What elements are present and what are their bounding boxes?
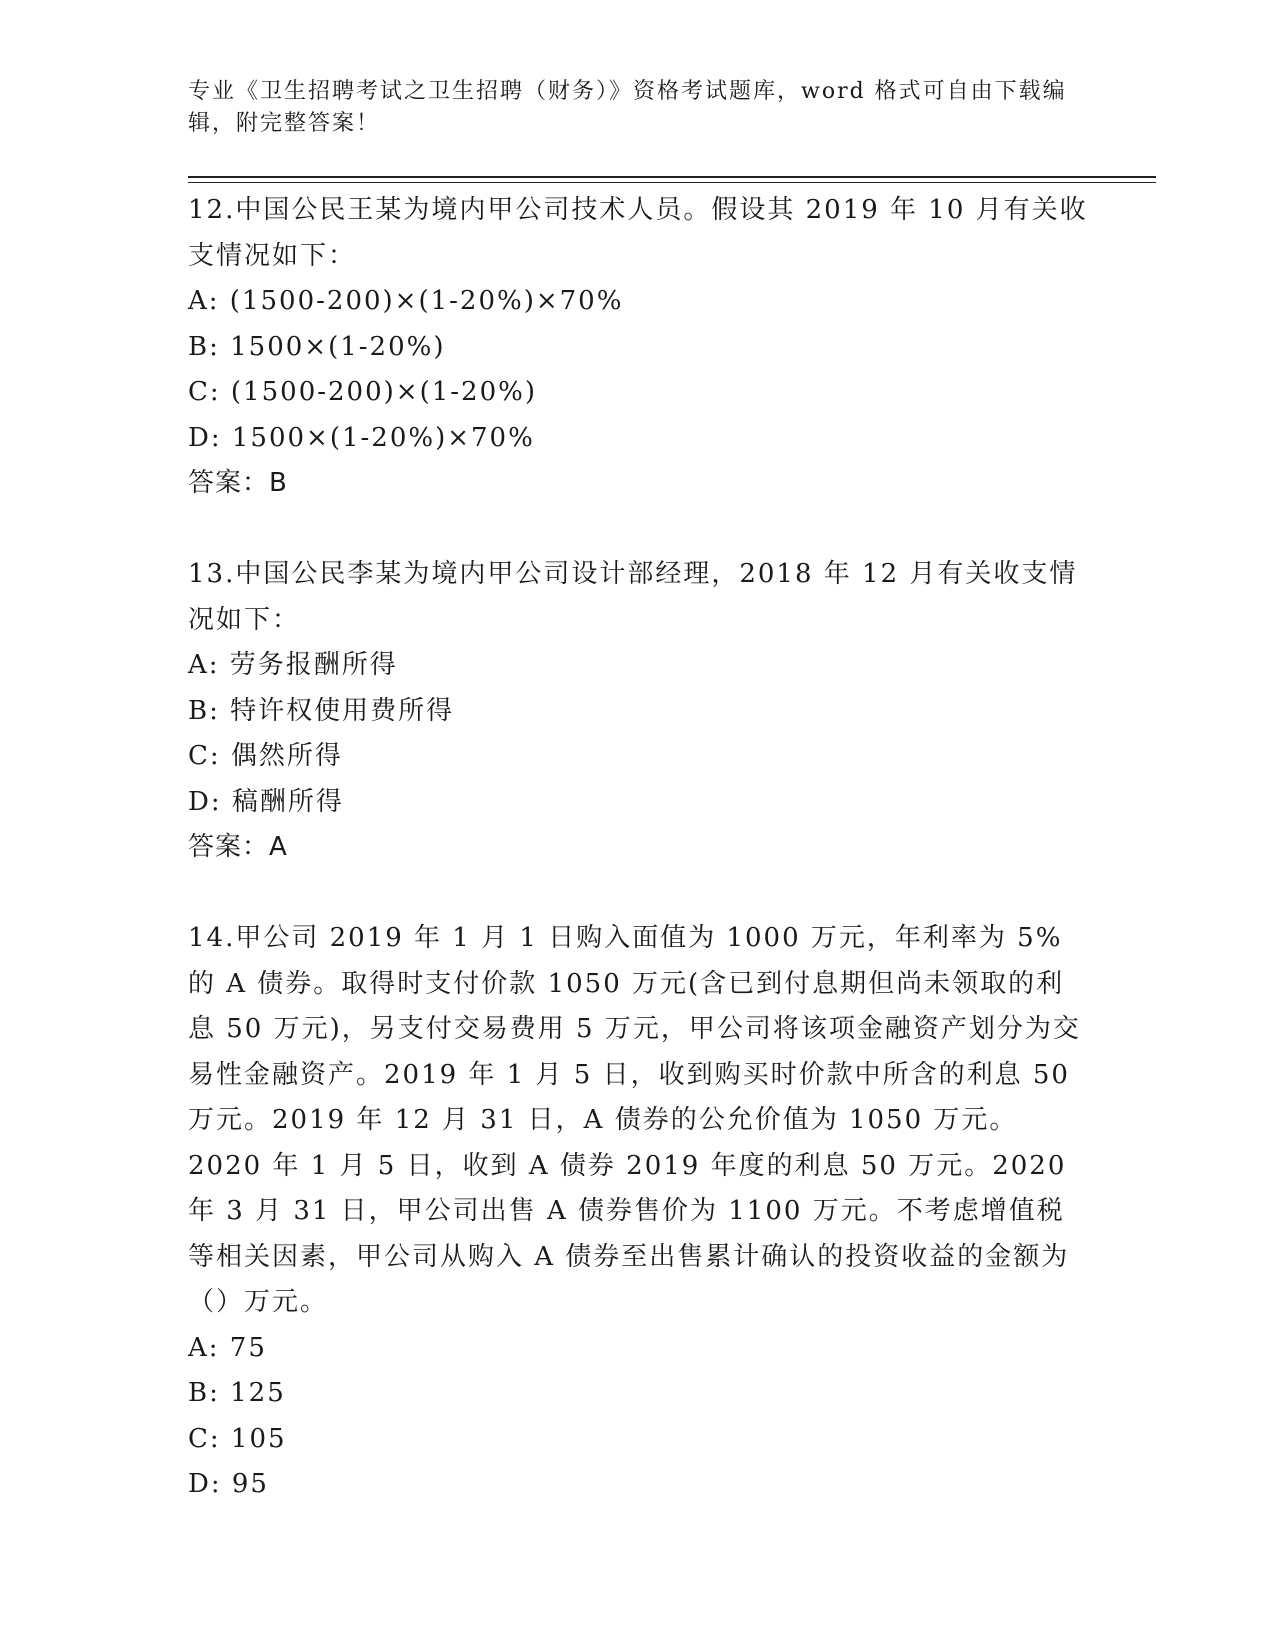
option-d: D: 1500×(1-20%)×70% [188, 422, 535, 453]
question-14 [188, 916, 1088, 1508]
answer: 答案：B [188, 468, 288, 498]
question-stem: 14.甲公司 2019 年 1 月 1 日购入面值为 1000 万元，年利率为 5%的 A 债券。取得时支付价款 1050 万元(含已到付息期但尚未领取的利息 50 万元)，另支付交易费用 5 万元，甲公司将该项金融资产划分为交易性金融资产。2019 年 1 月 5 日，收到购买时价款中所含的利息 50 万元。2019 年 12 月 31 日，A 债券的公允价值为 1050 万元。2020 年 1 月 5 日，收到 A 债券 2019 年度的利息 50 万元。2020 年 3 月 31 日，甲公司出售 A 债券售价为 1100 万元。不考虑增值税等相关因素，甲公司从购入 A 债券至出售累计确认的投资收益的金额为（）万元。 [188, 923, 1081, 1317]
option-a: A: 75 [188, 1332, 267, 1363]
spacer [188, 507, 1088, 553]
option-b: B: 特许权使用费所得 [188, 695, 455, 726]
option-b: B: 125 [188, 1378, 286, 1408]
spacer [188, 871, 1088, 917]
question-12 [188, 188, 1088, 507]
option-a: A: 劳务报酬所得 [188, 650, 398, 680]
answer: 答案：A [188, 832, 288, 862]
header-divider-thin [188, 182, 1156, 183]
question-stem: 13.中国公民李某为境内甲公司设计部经理，2018 年 12 月有关收支情况如下： [188, 559, 1078, 635]
header-divider-thick [188, 176, 1156, 178]
document-header: 专业《卫生招聘考试之卫生招聘（财务）》资格考试题库，word 格式可自由下载编辑，附完整答案！ [188, 79, 1067, 136]
option-a: A: (1500-200)×(1-20%)×70% [188, 286, 624, 316]
option-d: D: 稿酬所得 [188, 786, 344, 817]
question-list [188, 188, 1088, 1508]
question-stem: 12.中国公民王某为境内甲公司技术人员。假设其 2019 年 10 月有关收支情况如下： [188, 195, 1088, 271]
option-c: C: 偶然所得 [188, 741, 343, 771]
option-c: C: 105 [188, 1423, 287, 1454]
option-b: B: 1500×(1-20%) [188, 331, 446, 362]
question-13 [188, 552, 1088, 871]
option-d: D: 95 [188, 1469, 269, 1499]
option-c: C: (1500-200)×(1-20%) [188, 377, 537, 407]
